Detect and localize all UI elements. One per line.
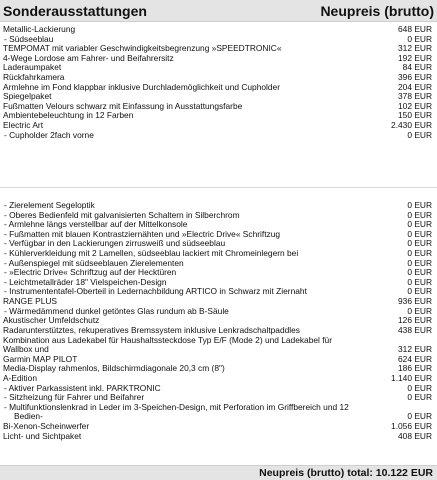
option-label: - Verfügbar in den Lackierungen zirrusweiß und südseeblau	[4, 238, 226, 249]
option-label: - Multifunktionslenkrad in Leder im 3-Speichen-Design, mit Perforation im Griffbereich und 12	[4, 401, 349, 412]
option-price: 0 EUR	[407, 411, 432, 422]
option-label: - Südseeblau	[4, 33, 54, 44]
option-row	[0, 54, 437, 64]
option-price: 84 EUR	[402, 62, 432, 73]
option-label: A-Edition	[3, 372, 37, 383]
option-label: Kombination aus Ladekabel für Haushaltssteckdose Typ E/F (Mode 2) und Ladekabel für	[3, 334, 332, 345]
sub-option-row	[0, 403, 437, 413]
option-row	[0, 432, 437, 442]
option-price: 0 EUR	[407, 238, 432, 249]
option-price: 0 EUR	[407, 33, 432, 44]
option-label: Fußmatten Velours schwarz mit Einfassung in Ausstattungsfarbe	[3, 100, 243, 111]
option-price: 1.056 EUR	[391, 421, 432, 432]
option-price: 186 EUR	[398, 363, 432, 374]
option-label: Laderaumpaket	[3, 62, 62, 73]
sub-option-row	[0, 287, 437, 297]
option-row	[0, 63, 437, 73]
option-price: 0 EUR	[407, 286, 432, 297]
column-title-options: Sonderausstattungen	[3, 3, 147, 19]
option-price: 150 EUR	[398, 110, 432, 121]
option-row	[0, 83, 437, 93]
option-price: 0 EUR	[407, 129, 432, 140]
option-price: 0 EUR	[407, 200, 432, 210]
option-label: Radarunterstütztes, rekuperatives Bremssystem inklusive Lenkradschaltpaddles	[3, 324, 300, 335]
option-price: 0 EUR	[407, 228, 432, 239]
option-price: 936 EUR	[398, 296, 432, 307]
option-label: - Sitzheizung für Fahrer und Beifahrer	[4, 392, 145, 403]
option-label: Spiegelpaket	[3, 91, 52, 102]
option-label: Armlehne im Fond klappbar inklusive Durchlademöglichkeit und Cupholder	[3, 81, 280, 92]
option-label: Ambientebeleuchtung in 12 Farben	[3, 110, 134, 121]
option-price: 1.140 EUR	[391, 372, 432, 383]
option-price: 378 EUR	[398, 91, 432, 102]
option-price: 624 EUR	[398, 353, 432, 364]
option-label: - Kühlerverkleidung mit 2 Lamellen, südseeblau lackiert mit Chromeinlegern bei	[4, 248, 299, 259]
option-label: TEMPOMAT mit variabler Geschwindigkeitsbegrenzung »SPEEDTRONIC«	[3, 43, 282, 54]
table-header	[0, 0, 437, 22]
option-label: Wallbox und	[3, 344, 49, 355]
option-price: 396 EUR	[398, 72, 432, 83]
option-price: 102 EUR	[398, 100, 432, 111]
option-label: - Armlehne längs verstellbar auf der Mittelkonsole	[4, 219, 188, 230]
option-label: - Leichtmetallräder 18" Vielspeichen-Design	[4, 276, 167, 287]
option-label: - Aktiver Parkassistent inkl. PARKTRONIC	[4, 382, 161, 393]
option-label: - »Electric Drive« Schriftzug auf der Hecktüren	[4, 267, 177, 278]
option-label: - Cupholder 2fach vorne	[4, 129, 94, 140]
option-row	[0, 25, 437, 35]
option-label: Garmin MAP PILOT	[3, 353, 78, 364]
options-list-top	[0, 25, 437, 140]
total-bar	[0, 465, 437, 480]
option-label: - Instrumententafel-Oberteil in Ledernachbildung ARTICO in Schwarz mit Ziernaht	[4, 286, 307, 297]
option-label: RANGE PLUS	[3, 296, 57, 307]
option-label: - Fußmatten mit blauen Kontrastziernähten und »Electric Drive« Schriftzug	[4, 228, 281, 239]
option-label: Rückfahrkamera	[3, 72, 65, 83]
option-label: - Wärmedämmend dunkel getöntes Glas rundum ab B-Säule	[4, 305, 229, 316]
option-price: 438 EUR	[398, 324, 432, 335]
option-price: 192 EUR	[398, 52, 432, 63]
option-price: 408 EUR	[398, 430, 432, 441]
option-price: 2.430 EUR	[391, 120, 432, 131]
option-row	[0, 111, 437, 121]
option-price: 0 EUR	[407, 305, 432, 316]
option-label: - Zierelement Segeloptik	[4, 200, 95, 210]
total-price: Neupreis (brutto) total: 10.122 EUR	[259, 467, 433, 479]
option-label: Metallic-Lackierung	[3, 24, 76, 34]
option-label: - Oberes Bedienfeld mit galvanisierten Schaltern in Silberchrom	[4, 209, 240, 220]
option-price: 0 EUR	[407, 392, 432, 403]
option-label: Bedien-	[14, 411, 43, 422]
option-label: 4-Wege Lordose am Fahrer- und Beifahrersitz	[3, 52, 174, 63]
option-price: 0 EUR	[407, 267, 432, 278]
option-price: 0 EUR	[407, 276, 432, 287]
option-label: Akustischer Umfeldschutz	[3, 315, 100, 326]
option-label: Media-Display rahmenlos, Bildschirmdiagonale 20,3 cm (8")	[3, 363, 225, 374]
option-label: Licht- und Sichtpaket	[3, 430, 82, 441]
option-price: 0 EUR	[407, 219, 432, 230]
option-row	[0, 336, 437, 346]
option-price: 0 EUR	[407, 209, 432, 220]
option-price: 648 EUR	[398, 24, 432, 34]
option-price: 312 EUR	[398, 43, 432, 54]
option-price: 312 EUR	[398, 344, 432, 355]
option-price: 0 EUR	[407, 248, 432, 259]
option-price: 204 EUR	[398, 81, 432, 92]
option-label: Bi-Xenon-Scheinwerfer	[3, 421, 90, 432]
sub-option-row	[0, 131, 437, 141]
option-row	[0, 364, 437, 374]
column-title-price: Neupreis (brutto)	[320, 3, 434, 19]
option-price: 0 EUR	[407, 382, 432, 393]
option-label: - Außenspiegel mit südseeblauen Zierelementen	[4, 257, 184, 268]
option-label: Electric Art	[3, 120, 44, 131]
options-list-bottom	[0, 201, 437, 441]
option-price: 0 EUR	[407, 257, 432, 268]
option-price: 126 EUR	[398, 315, 432, 326]
section-divider	[0, 187, 437, 188]
